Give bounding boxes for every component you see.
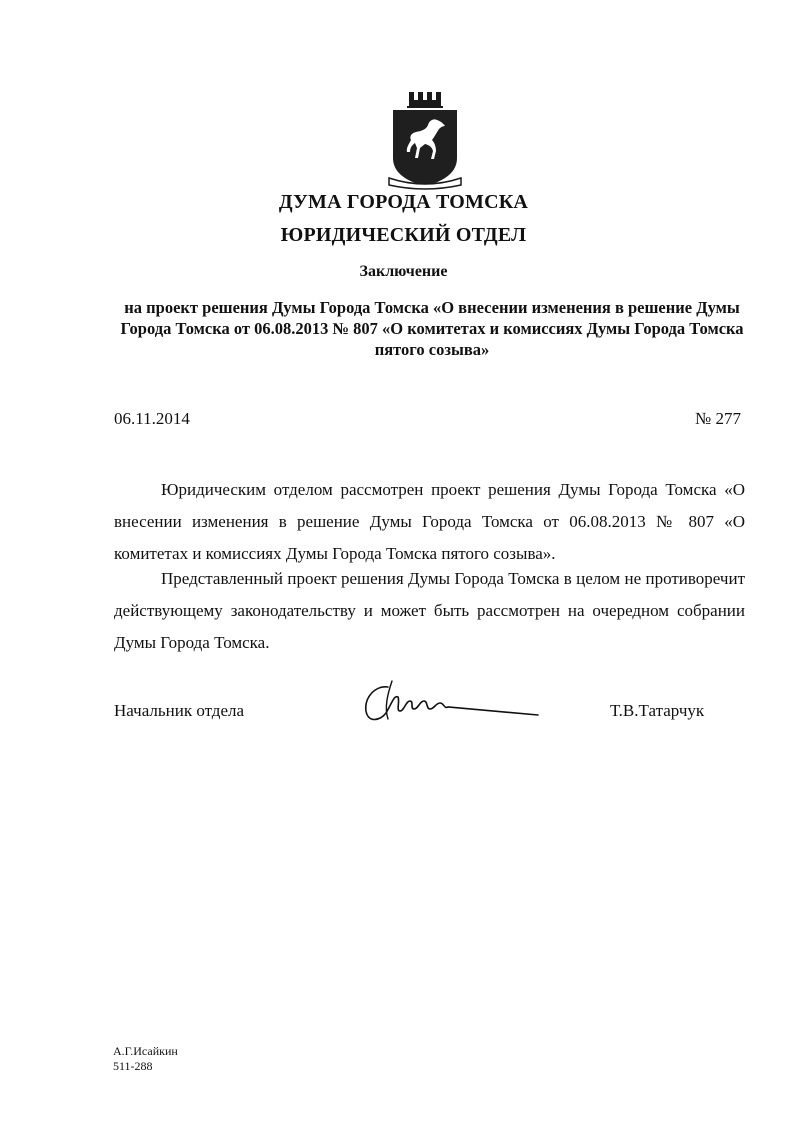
document-number: № 277 (695, 409, 741, 428)
signatory-name: Т.В.Татарчук (610, 701, 705, 720)
document-date: 06.11.2014 (114, 409, 190, 428)
document-subject: на проект решения Думы Города Томска «О внесении изменения в решение Думы Города Томска от 06.08.2013 № 807 «О комитетах и комиссиях Думы Города Томска пятого созыва» (120, 298, 744, 359)
crown-icon (407, 92, 443, 108)
coat-of-arms-icon (385, 88, 465, 193)
executor-phone: 511-288 (113, 1059, 153, 1073)
handwritten-signature-icon (358, 675, 548, 730)
organization-title: ДУМА ГОРОДА ТОМСКА (278, 191, 529, 213)
body-paragraph: Юридическим отделом рассмотрен проект решения Думы Города Томска «О внесении изменения в решение Думы Города Томска от 06.08.2013 № 807 «О комитетах и комиссиях Думы Города Томска пятого созыва». (114, 480, 745, 563)
signatory-role: Начальник отдела (114, 701, 245, 720)
body-paragraph: Представленный проект решения Думы Города Томска в целом не противоречит действующему законодательству и может быть рассмотрен на очередном собрании Думы Города Томска. (114, 569, 745, 652)
department-title: ЮРИДИЧЕСКИЙ ОТДЕЛ (280, 224, 527, 246)
executor-block (113, 1044, 178, 1074)
executor-name: А.Г.Исайкин (113, 1044, 178, 1058)
shield-icon (393, 110, 457, 186)
document-type: Заключение (359, 263, 448, 280)
